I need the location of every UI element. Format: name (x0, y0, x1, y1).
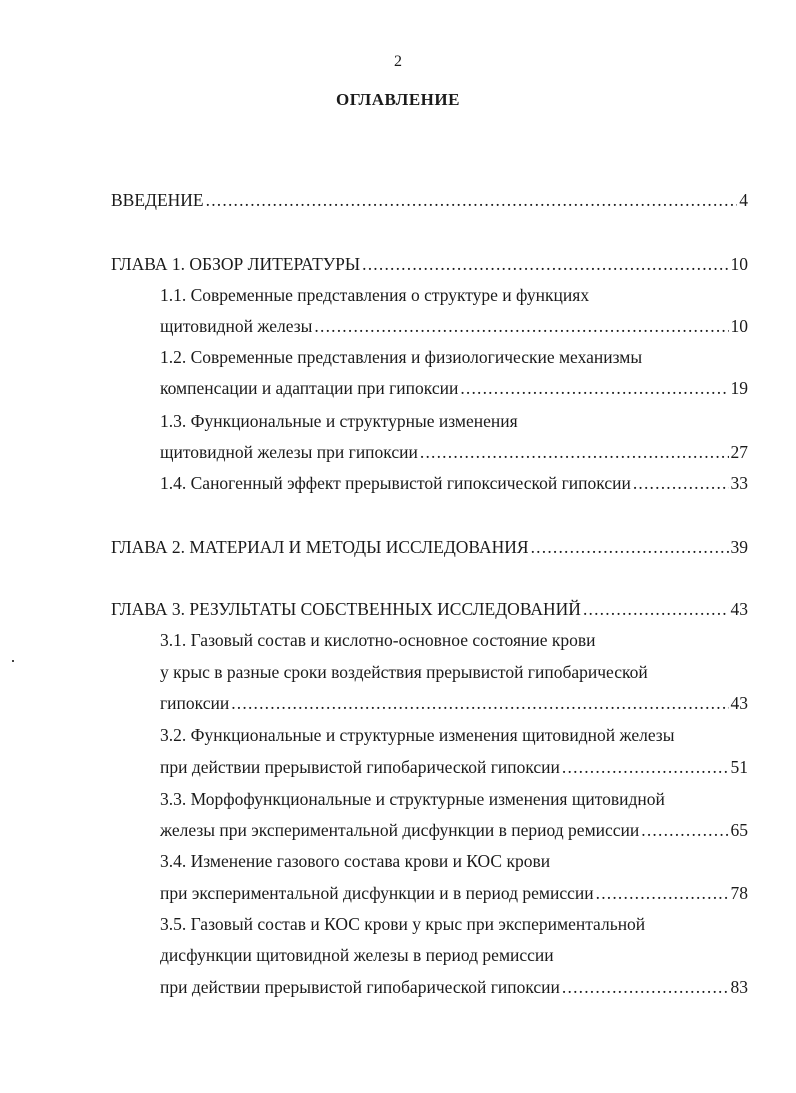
toc-label: железы при экспериментальной дисфункции в период ремиссии (160, 820, 640, 840)
toc-entry-chapter-2 (111, 536, 748, 558)
toc-label: щитовидной железы при гипоксии (160, 442, 418, 462)
toc-entry-1-3-line1: 1.3. Функциональные и структурные изменения (160, 411, 518, 431)
page-title: ОГЛАВЛЕНИЕ (336, 90, 460, 109)
page-number: 2 (394, 53, 402, 70)
toc-page-number: 10 (730, 316, 748, 336)
toc-page-number: 51 (730, 757, 748, 777)
toc-entry-3-2-line1: 3.2. Функциональные и структурные изменения щитовидной железы (160, 725, 675, 745)
dot-leader (206, 189, 738, 211)
toc-entry-3-5 (160, 976, 748, 998)
toc-label: ГЛАВА 3. РЕЗУЛЬТАТЫ СОБСТВЕННЫХ ИССЛЕДОВАНИЙ (111, 599, 581, 619)
toc-entry-3-3 (160, 819, 748, 841)
scan-speck (12, 660, 14, 662)
dot-leader (633, 472, 729, 494)
toc-entry-intro (111, 189, 748, 211)
toc-entry-3-1 (160, 692, 748, 714)
toc-label: ВВЕДЕНИЕ (111, 190, 204, 210)
dot-leader (596, 882, 729, 904)
toc-page-number: 4 (739, 190, 748, 210)
toc-label: при экспериментальной дисфункции и в период ремиссии (160, 883, 594, 903)
toc-page-number: 39 (730, 537, 748, 557)
toc-page-number: 83 (730, 977, 748, 997)
dot-leader (562, 756, 729, 778)
dot-leader (583, 598, 729, 620)
toc-entry-1-2-line1: 1.2. Современные представления и физиологические механизмы (160, 347, 643, 367)
dot-leader (460, 377, 728, 399)
toc-page-number: 27 (730, 442, 748, 462)
toc-label: ГЛАВА 2. МАТЕРИАЛ И МЕТОДЫ ИССЛЕДОВАНИЯ (111, 537, 529, 557)
toc-entry-3-5-line2: дисфункции щитовидной железы в период ремиссии (160, 945, 554, 965)
dot-leader (231, 692, 728, 714)
dot-leader (562, 976, 729, 998)
toc-label: при действии прерывистой гипобарической гипоксии (160, 977, 560, 997)
toc-page-number: 10 (730, 254, 748, 274)
toc-entry-1-2 (160, 377, 748, 399)
toc-entry-chapter-3 (111, 598, 748, 620)
toc-entry-3-3-line1: 3.3. Морфофункциональные и структурные изменения щитовидной (160, 789, 665, 809)
toc-entry-chapter-1 (111, 253, 748, 275)
toc-entry-3-4-line1: 3.4. Изменение газового состава крови и КОС крови (160, 851, 551, 871)
toc-entry-1-3 (160, 441, 748, 463)
toc-entry-3-1-line1: 3.1. Газовый состав и кислотно-основное состояние крови (160, 630, 596, 650)
dot-leader (641, 819, 728, 841)
toc-label: гипоксии (160, 693, 230, 713)
toc-entry-3-4 (160, 882, 748, 904)
dot-leader (362, 253, 728, 275)
dot-leader (314, 315, 728, 337)
toc-page-number: 65 (730, 820, 748, 840)
toc-page-number: 19 (730, 378, 748, 398)
toc-entry-3-1-line2: у крыс в разные сроки воздействия прерывистой гипобарической (160, 662, 648, 682)
toc-entry-3-5-line1: 3.5. Газовый состав и КОС крови у крыс при экспериментальной (160, 914, 646, 934)
dot-leader (420, 441, 729, 463)
toc-label: компенсации и адаптации при гипоксии (160, 378, 459, 398)
toc-entry-1-1-line1: 1.1. Современные представления о структуре и функциях (160, 285, 590, 305)
toc-page-number: 43 (730, 693, 748, 713)
toc-page-number: 78 (730, 883, 748, 903)
toc-entry-1-4 (160, 472, 748, 494)
toc-label: ГЛАВА 1. ОБЗОР ЛИТЕРАТУРЫ (111, 254, 361, 274)
toc-label: щитовидной железы (160, 316, 313, 336)
dot-leader (531, 536, 729, 558)
toc-entry-1-1 (160, 315, 748, 337)
toc-page-number: 43 (730, 599, 748, 619)
toc-page-number: 33 (730, 473, 748, 493)
toc-label: 1.4. Саногенный эффект прерывистой гипоксической гипоксии (160, 473, 631, 493)
toc-label: при действии прерывистой гипобарической гипоксии (160, 757, 560, 777)
toc-entry-3-2 (160, 756, 748, 778)
